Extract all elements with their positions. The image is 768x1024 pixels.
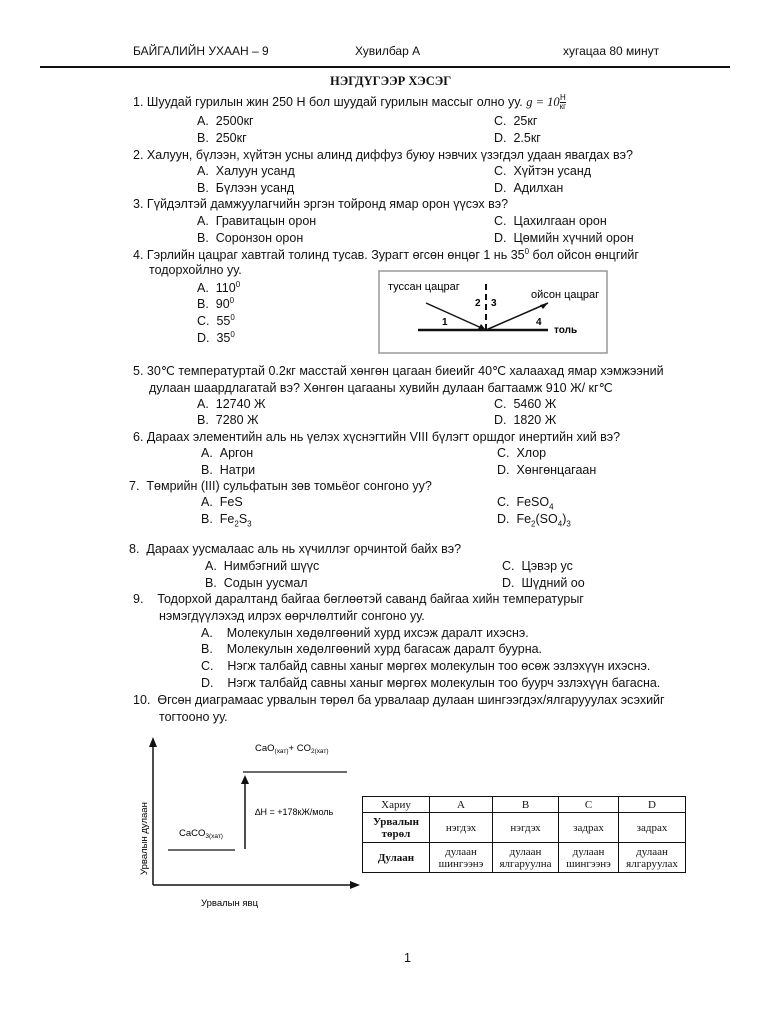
question-9: 9. Тодорхой даралтанд байгаа бөглөөтэй саванд байгаа хийн температурыг <box>133 592 584 606</box>
dh-label: ∆H = +178кЖ/моль <box>255 807 334 817</box>
question-9-line2: нэмэгдүүлэхэд илрэх өөрчлөлтийг сонгоно уу. <box>159 609 425 623</box>
header-variant: Хувилбар А <box>355 44 421 58</box>
reflection-figure <box>378 270 608 354</box>
question-3: 3. Гүйдэлтэй дамжуулагчийн эргэн тойронд ямар орон үүсэх вэ? <box>133 197 509 211</box>
angle-1: 1 <box>442 317 448 328</box>
reflected-label: ойсон цацраг <box>531 289 600 301</box>
unit-fraction: $\frac{Н}{кг}$ <box>559 93 567 111</box>
option-b[interactable]: B. Натри <box>201 463 256 477</box>
table-cell[interactable]: нэгдэх <box>430 813 493 843</box>
option-d[interactable]: D. $35^0$ <box>197 330 235 346</box>
option-a[interactable]: A. $110^0$ <box>197 280 241 296</box>
table-header-cell: Хариу <box>363 797 430 813</box>
y-axis-arrowhead <box>149 737 157 747</box>
option-d[interactable]: D. 1820 Ж <box>494 413 557 427</box>
option-c[interactable]: C. Цахилгаан орон <box>494 214 607 228</box>
product-label: $CaO_{(хат)}+ CO_2(хат)$ <box>255 743 329 755</box>
question-10: 10. Өгсөн диаграмаас урвалын төрөл ба урвалаар дулаан шингээгдэх/ялгарууулах эсэхийг <box>133 693 665 707</box>
option-c[interactable]: C. 25кг <box>494 114 538 128</box>
option-a[interactable]: A. Аргон <box>201 446 254 460</box>
header-subject: БАЙГАЛИЙН УХААН – 9 <box>133 44 269 58</box>
table-cell[interactable]: задрах <box>619 813 686 843</box>
energy-diagram <box>135 735 360 910</box>
angle-4: 4 <box>536 317 542 328</box>
question-4: 4. Гэрлийн цацраг хавтгай толинд тусав. Зурагт өгсөн өнцөг 1 нь $35^0$ бол ойсон өнцгийг <box>133 247 639 263</box>
question-5-line2: дулаан шаардлагатай вэ? Хөнгөн цагааны хувийн дулаан багтаамж 910 Ж/ кг℃ <box>149 381 613 395</box>
question-10-line2: тогтооно уу. <box>159 710 228 724</box>
question-number: 1. <box>133 94 144 109</box>
option-b[interactable]: B. Соронзон орон <box>197 231 304 245</box>
reactant-label: CaCO$_{3(хат)}$ <box>179 828 223 840</box>
incident-label: туссан цацраг <box>388 281 460 293</box>
row-label: Дулаан <box>363 843 430 873</box>
option-a[interactable]: A. 2500кг <box>197 114 254 128</box>
option-a[interactable]: A. FeS <box>201 495 243 509</box>
mirror-label: толь <box>554 325 578 336</box>
option-c[interactable]: C. FeSO$_4$ <box>497 495 554 512</box>
table-header-cell: D <box>619 797 686 813</box>
section-title: НЭГДҮГЭЭР ХЭСЭГ <box>330 74 452 88</box>
table-cell[interactable]: дулаан ялгаруулах <box>619 843 686 873</box>
option-a[interactable]: A. 12740 Ж <box>197 397 266 411</box>
header-rule <box>40 66 730 68</box>
x-axis-arrowhead <box>350 881 360 889</box>
option-a[interactable]: A. Нимбэгний шүүс <box>205 559 320 573</box>
option-d[interactable]: D. Нэгж талбайд савны ханыг мөргөх молекулын тоо буурч эзлэхүүн багасна. <box>201 676 661 690</box>
option-c[interactable]: C. Хлор <box>497 446 547 460</box>
option-b[interactable]: B. 7280 Ж <box>197 413 259 427</box>
question-8: 8. Дараах уусмалаас аль нь хүчиллэг орчинтой байх вэ? <box>129 542 462 556</box>
question-text: Шуудай гурилын жин 250 Н бол шуудай гурилын массыг олно уу. <box>146 94 523 109</box>
header-time: хугацаа 80 минут <box>563 44 660 58</box>
question-7: 7. Төмрийн (III) сульфатын зөв томьёог сонгоно уу? <box>129 479 432 493</box>
option-d[interactable]: D. 2.5кг <box>494 131 541 145</box>
option-c[interactable]: C. Хүйтэн усанд <box>494 164 592 178</box>
question-1 <box>133 94 566 111</box>
question-6: 6. Дараах элементийн аль нь үелэх хүснэгтийн VIII бүлэгт оршдог инертийн хий вэ? <box>133 430 621 444</box>
option-d[interactable]: D. $Fe_2(SO_4)_3$ <box>497 512 571 529</box>
option-d[interactable]: D. Шүдний оо <box>502 576 585 590</box>
option-c[interactable]: C. $55^0$ <box>197 313 235 329</box>
option-a[interactable]: A. Гравитацын орон <box>197 214 317 228</box>
gravity-value: g = 10 <box>526 94 560 109</box>
option-d[interactable]: D. Хөнгөнцагаан <box>497 463 597 477</box>
table-cell[interactable]: нэгдэх <box>493 813 559 843</box>
row-label: Урвалын төрөл <box>363 813 430 843</box>
option-c[interactable]: C. Нэгж талбайд савны ханыг мөргөх молекулын тоо өсөж эзлэхүүн ихэснэ. <box>201 659 651 673</box>
answer-table <box>362 796 686 873</box>
option-b[interactable]: B. $Fe_2S_3$ <box>201 512 252 529</box>
table-header-cell: B <box>493 797 559 813</box>
option-b[interactable]: B. $90^0$ <box>197 296 235 312</box>
option-c[interactable]: C. Цэвэр ус <box>502 559 573 573</box>
question-4-line2: тодорхойлно уу. <box>149 263 242 277</box>
table-cell[interactable]: дулаан шингээнэ <box>559 843 619 873</box>
page-number: 1 <box>404 951 411 965</box>
question-5: 5. 30℃ температуртай 0.2кг масстай хөнгөн цагаан биеийг 40℃ халаахад ямар хэмжээний <box>133 364 664 378</box>
table-cell[interactable]: дулаан ялгаруулна <box>493 843 559 873</box>
option-a[interactable]: A. Халуун усанд <box>197 164 295 178</box>
angle-2: 2 <box>475 298 481 309</box>
option-b[interactable]: B. 250кг <box>197 131 247 145</box>
option-b[interactable]: B. Бүлээн усанд <box>197 181 295 195</box>
option-d[interactable]: D. Цөмийн хүчний орон <box>494 231 634 245</box>
question-2: 2. Халуун, бүлээн, хүйтэн усны алинд диффуз буюу нэвчих үзэгдэл удаан явагдах вэ? <box>133 148 633 162</box>
table-cell[interactable]: задрах <box>559 813 619 843</box>
option-a[interactable]: A. Молекулын хөдөлгөөний хурд ихсэж даралт ихэснэ. <box>201 626 529 640</box>
table-header-cell: C <box>559 797 619 813</box>
table-header-cell: A <box>430 797 493 813</box>
dh-arrowhead <box>241 775 249 784</box>
y-axis-label: Урвалын дулаан <box>139 802 150 875</box>
option-c[interactable]: C. 5460 Ж <box>494 397 557 411</box>
option-b[interactable]: B. Содын уусмал <box>205 576 308 590</box>
option-d[interactable]: D. Адилхан <box>494 181 564 195</box>
table-cell[interactable]: дулаан шингээнэ <box>430 843 493 873</box>
x-axis-label: Урвалын явц <box>201 898 259 909</box>
angle-3: 3 <box>491 298 497 309</box>
option-b[interactable]: B. Молекулын хөдөлгөөний хурд багасаж даралт буурна. <box>201 642 543 656</box>
